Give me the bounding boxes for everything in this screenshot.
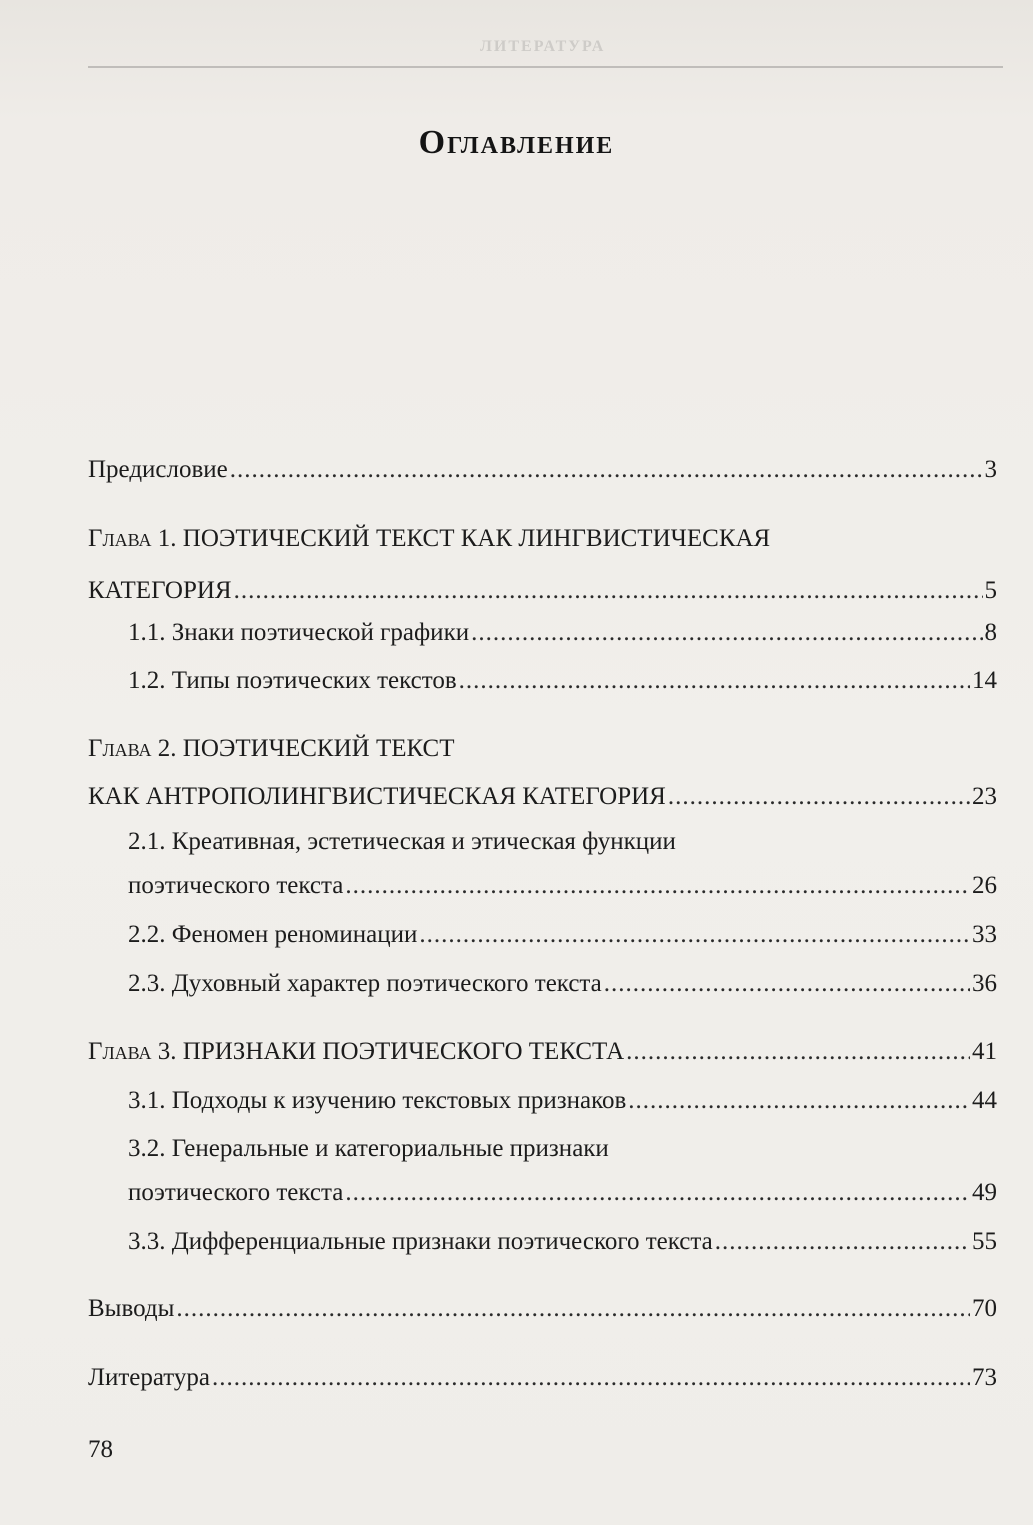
- chapter-word: Глава: [88, 735, 152, 762]
- toc-page-number: 3: [984, 456, 997, 483]
- toc-label: 3.3. Дифференциальные признаки поэтического текста: [128, 1228, 713, 1255]
- toc-label-line1: [88, 734, 997, 764]
- toc-entry-section-1-1[interactable]: [128, 618, 997, 648]
- toc-entry-chapter-1[interactable]: [88, 524, 997, 606]
- chapter-title-line1: 2. ПОЭТИЧЕСКИЙ ТЕКСТ: [151, 735, 455, 762]
- toc-label: КАТЕГОРИЯ: [88, 577, 232, 604]
- toc-leader-dots: [668, 782, 970, 812]
- toc-label: 1.1. Знаки поэтической графики: [128, 619, 470, 646]
- chapter-title-line1: 3. ПРИЗНАКИ ПОЭТИЧЕСКОГО ТЕКСТА: [151, 1038, 625, 1065]
- chapter-word: Глава: [88, 525, 152, 552]
- toc-page-number: 55: [972, 1228, 997, 1255]
- toc-page-number: 26: [972, 872, 997, 899]
- toc-page-number: 23: [972, 783, 997, 810]
- toc-leader-dots: [230, 455, 983, 485]
- toc-page-number: 73: [972, 1364, 997, 1391]
- toc-label: Литература: [88, 1364, 210, 1391]
- toc-leader-dots: [345, 1178, 970, 1208]
- toc-leader-dots: [419, 920, 970, 950]
- chapter-word: Глава: [88, 1038, 152, 1065]
- toc-leader-dots: [471, 618, 982, 648]
- toc-leader-dots: [604, 969, 970, 999]
- toc-label: 2.3. Духовный характер поэтического текста: [128, 970, 602, 997]
- toc-page-number: 33: [972, 921, 997, 948]
- toc-entry-section-3-2[interactable]: [128, 1134, 997, 1208]
- toc-entry-section-2-3[interactable]: [128, 969, 997, 999]
- toc-entry-section-2-1[interactable]: [128, 827, 997, 901]
- toc-leader-dots: [234, 576, 983, 606]
- running-header: ЛИТЕРАТУРА: [480, 38, 606, 55]
- toc-label: поэтического текста: [128, 1179, 344, 1206]
- toc-label-line1: 3.2. Генеральные и категориальные признаки: [128, 1135, 609, 1162]
- toc-page-number: 70: [972, 1295, 997, 1322]
- page-number: 78: [88, 1436, 113, 1463]
- page-title: Оглавление: [418, 124, 615, 161]
- toc-label: 3.1. Подходы к изучению текстовых признаков: [128, 1087, 627, 1114]
- toc-leader-dots: [626, 1037, 970, 1067]
- toc-label: 2.2. Феномен реноминации: [128, 921, 418, 948]
- toc-label: поэтического текста: [128, 872, 344, 899]
- table-of-contents: [88, 0, 997, 1525]
- toc-label: КАК АНТРОПОЛИНГВИСТИЧЕСКАЯ КАТЕГОРИЯ: [88, 783, 666, 810]
- toc-leader-dots: [459, 666, 970, 696]
- toc-label: [88, 1037, 624, 1067]
- toc-leader-dots: [345, 871, 970, 901]
- toc-page-number: 49: [972, 1179, 997, 1206]
- toc-leader-dots: [628, 1086, 970, 1116]
- toc-leader-dots: [715, 1227, 970, 1257]
- toc-entry-preface[interactable]: [88, 455, 997, 485]
- toc-page-number: 8: [984, 619, 997, 646]
- toc-entry-section-1-2[interactable]: [128, 666, 997, 696]
- toc-entry-section-3-1[interactable]: [128, 1086, 997, 1116]
- chapter-title-line1: 1. ПОЭТИЧЕСКИЙ ТЕКСТ КАК ЛИНГВИСТИЧЕСКАЯ: [151, 525, 771, 552]
- toc-label: 1.2. Типы поэтических текстов: [128, 667, 457, 694]
- toc-entry-section-2-2[interactable]: [128, 920, 997, 950]
- toc-label: Выводы: [88, 1295, 175, 1322]
- toc-label-line1: 2.1. Креативная, эстетическая и этическая функции: [128, 828, 676, 855]
- toc-page-number: 36: [972, 970, 997, 997]
- toc-page-number: 44: [972, 1087, 997, 1114]
- toc-label-line1: [88, 524, 997, 554]
- toc-label: Предисловие: [88, 456, 228, 483]
- toc-entry-chapter-2[interactable]: [88, 734, 997, 812]
- toc-entry-literature[interactable]: [88, 1363, 997, 1393]
- toc-leader-dots: [176, 1294, 970, 1324]
- toc-page-number: 41: [972, 1038, 997, 1065]
- toc-entry-section-3-3[interactable]: [128, 1227, 997, 1257]
- toc-page-number: 14: [972, 667, 997, 694]
- toc-page-number: 5: [984, 577, 997, 604]
- toc-entry-conclusions[interactable]: [88, 1294, 997, 1324]
- toc-entry-chapter-3[interactable]: [88, 1037, 997, 1067]
- toc-leader-dots: [212, 1363, 970, 1393]
